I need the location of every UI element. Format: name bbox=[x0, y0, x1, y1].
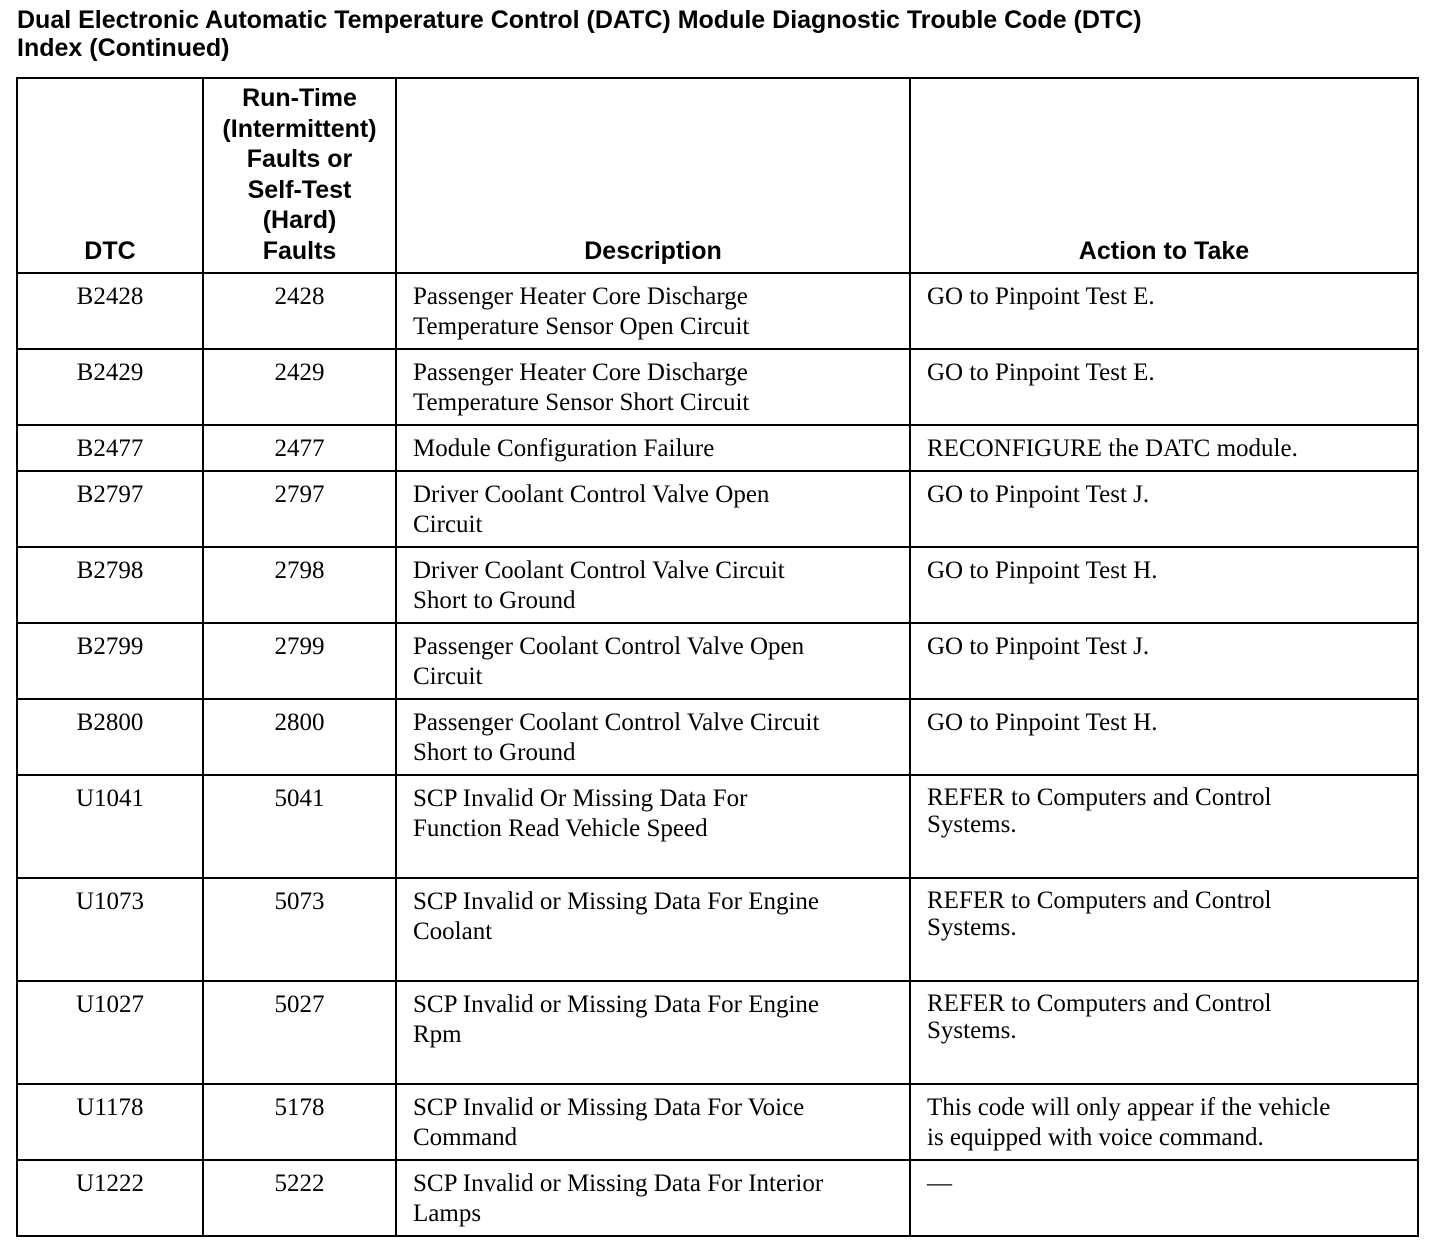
header-dtc: DTC bbox=[17, 78, 203, 273]
action-line: — bbox=[927, 1170, 952, 1197]
description-cell bbox=[396, 1084, 910, 1160]
action-line: Systems. bbox=[927, 914, 1017, 941]
document-title-line-2: Index (Continued) bbox=[17, 34, 230, 62]
action-line: GO to Pinpoint Test J. bbox=[927, 481, 1150, 508]
fault-code-cell: 2797 bbox=[203, 471, 396, 547]
description-line: Short to Ground bbox=[413, 587, 576, 614]
action-line: GO to Pinpoint Test J. bbox=[927, 633, 1150, 660]
description-cell bbox=[396, 471, 910, 547]
table-row bbox=[17, 1160, 1418, 1236]
action-cell bbox=[910, 878, 1418, 981]
description-line: Module Configuration Failure bbox=[413, 435, 715, 462]
action-line: is equipped with voice command. bbox=[927, 1124, 1264, 1151]
header-faults-line: Run-Time bbox=[242, 84, 357, 112]
action-line: Systems. bbox=[927, 811, 1017, 838]
description-line: Rpm bbox=[413, 1021, 462, 1048]
action-cell bbox=[910, 981, 1418, 1084]
table-row bbox=[17, 981, 1418, 1084]
action-cell bbox=[910, 623, 1418, 699]
fault-code-cell: 5027 bbox=[203, 981, 396, 1084]
action-cell bbox=[910, 349, 1418, 425]
action-line: Systems. bbox=[927, 1017, 1017, 1044]
header-faults-line: Faults bbox=[262, 236, 337, 265]
table-row bbox=[17, 775, 1418, 878]
table-row bbox=[17, 471, 1418, 547]
action-cell bbox=[910, 425, 1418, 471]
description-line: Circuit bbox=[413, 511, 483, 538]
table-row bbox=[17, 623, 1418, 699]
description-line: SCP Invalid or Missing Data For Voice bbox=[413, 1094, 805, 1121]
action-cell bbox=[910, 547, 1418, 623]
description-cell bbox=[396, 349, 910, 425]
action-cell bbox=[910, 1084, 1418, 1160]
description-line: Driver Coolant Control Valve Open bbox=[413, 481, 770, 508]
description-cell bbox=[396, 425, 910, 471]
description-line: Temperature Sensor Open Circuit bbox=[413, 313, 750, 340]
action-cell bbox=[910, 775, 1418, 878]
header-action: Action to Take bbox=[910, 78, 1418, 273]
fault-code-cell: 5073 bbox=[203, 878, 396, 981]
table-header-row bbox=[17, 78, 1418, 273]
header-faults-line: (Hard) bbox=[262, 206, 337, 234]
description-line: Short to Ground bbox=[413, 739, 576, 766]
description-cell bbox=[396, 547, 910, 623]
description-line: Circuit bbox=[413, 663, 483, 690]
description-line: Passenger Coolant Control Valve Open bbox=[413, 633, 805, 660]
dtc-code-cell: U1027 bbox=[17, 981, 203, 1084]
header-faults-line: (Intermittent) bbox=[222, 114, 377, 143]
description-line: Temperature Sensor Short Circuit bbox=[413, 389, 750, 416]
description-line: Passenger Heater Core Discharge bbox=[413, 283, 748, 310]
action-line: REFER to Computers and Control bbox=[927, 887, 1272, 914]
description-line: SCP Invalid or Missing Data For Engine bbox=[413, 991, 820, 1018]
dtc-code-cell: U1041 bbox=[17, 775, 203, 878]
action-cell bbox=[910, 273, 1418, 349]
dtc-index-table bbox=[16, 77, 1419, 1237]
document-title-line-1: Dual Electronic Automatic Temperature Control (DATC) Module Diagnostic Trouble Code (DTC) bbox=[17, 6, 1142, 34]
header-description: Description bbox=[396, 78, 910, 273]
fault-code-cell: 5041 bbox=[203, 775, 396, 878]
description-line: Function Read Vehicle Speed bbox=[413, 815, 708, 842]
dtc-code-cell: B2429 bbox=[17, 349, 203, 425]
table-row bbox=[17, 547, 1418, 623]
table-row bbox=[17, 1084, 1418, 1160]
header-faults bbox=[203, 78, 396, 273]
description-line: SCP Invalid or Missing Data For Engine bbox=[413, 888, 820, 915]
fault-code-cell: 2798 bbox=[203, 547, 396, 623]
dtc-code-cell: U1178 bbox=[17, 1084, 203, 1160]
table-row bbox=[17, 425, 1418, 471]
table-row bbox=[17, 878, 1418, 981]
fault-code-cell: 5222 bbox=[203, 1160, 396, 1236]
dtc-code-cell: U1222 bbox=[17, 1160, 203, 1236]
description-cell bbox=[396, 699, 910, 775]
description-cell bbox=[396, 878, 910, 981]
action-line: RECONFIGURE the DATC module. bbox=[927, 435, 1298, 462]
action-line: GO to Pinpoint Test E. bbox=[927, 283, 1155, 310]
description-line: Coolant bbox=[413, 918, 493, 945]
table-row bbox=[17, 273, 1418, 349]
dtc-code-cell: B2477 bbox=[17, 425, 203, 471]
action-line: GO to Pinpoint Test H. bbox=[927, 709, 1158, 736]
description-line: Passenger Coolant Control Valve Circuit bbox=[413, 709, 820, 736]
dtc-code-cell: B2797 bbox=[17, 471, 203, 547]
description-cell bbox=[396, 1160, 910, 1236]
fault-code-cell: 2428 bbox=[203, 273, 396, 349]
description-line: Lamps bbox=[413, 1200, 482, 1227]
fault-code-cell: 2799 bbox=[203, 623, 396, 699]
description-line: SCP Invalid Or Missing Data For bbox=[413, 785, 748, 812]
dtc-code-cell: B2799 bbox=[17, 623, 203, 699]
fault-code-cell: 5178 bbox=[203, 1084, 396, 1160]
table-row bbox=[17, 349, 1418, 425]
action-line: REFER to Computers and Control bbox=[927, 784, 1272, 811]
dtc-code-cell: B2798 bbox=[17, 547, 203, 623]
dtc-code-cell: B2800 bbox=[17, 699, 203, 775]
description-line: SCP Invalid or Missing Data For Interior bbox=[413, 1170, 824, 1197]
dtc-code-cell: U1073 bbox=[17, 878, 203, 981]
header-faults-line: Faults or bbox=[246, 145, 353, 173]
header-faults-line: Self-Test bbox=[247, 175, 352, 204]
description-cell bbox=[396, 623, 910, 699]
description-line: Command bbox=[413, 1124, 518, 1151]
description-cell bbox=[396, 273, 910, 349]
table-row bbox=[17, 699, 1418, 775]
action-line: REFER to Computers and Control bbox=[927, 990, 1272, 1017]
description-cell bbox=[396, 775, 910, 878]
action-cell bbox=[910, 699, 1418, 775]
action-line: GO to Pinpoint Test E. bbox=[927, 359, 1155, 386]
document-title bbox=[17, 6, 1417, 62]
fault-code-cell: 2477 bbox=[203, 425, 396, 471]
dtc-code-cell: B2428 bbox=[17, 273, 203, 349]
action-line: GO to Pinpoint Test H. bbox=[927, 557, 1158, 584]
description-cell bbox=[396, 981, 910, 1084]
action-cell bbox=[910, 1160, 1418, 1236]
description-line: Passenger Heater Core Discharge bbox=[413, 359, 748, 386]
fault-code-cell: 2429 bbox=[203, 349, 396, 425]
action-cell bbox=[910, 471, 1418, 547]
fault-code-cell: 2800 bbox=[203, 699, 396, 775]
description-line: Driver Coolant Control Valve Circuit bbox=[413, 557, 785, 584]
action-line: This code will only appear if the vehicle bbox=[927, 1094, 1331, 1121]
